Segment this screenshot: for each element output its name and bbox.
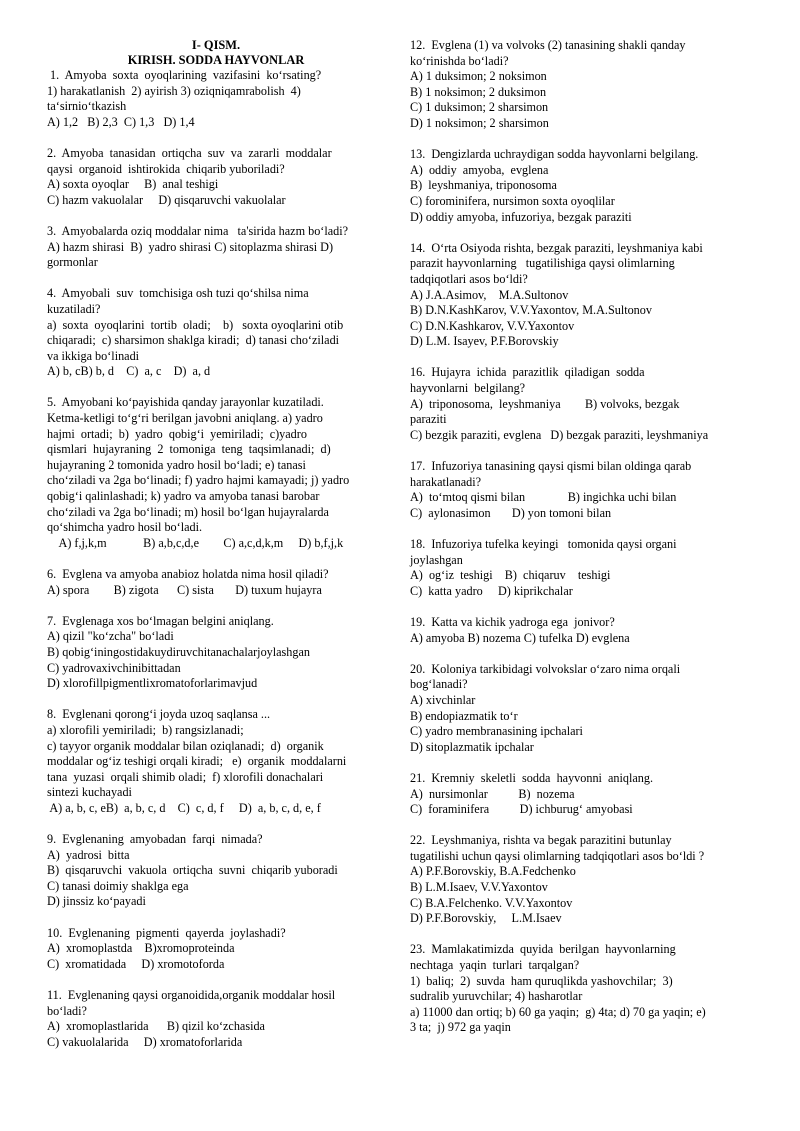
question-text: 18. Infuzoriya tufelka keyingi tomonida qaysi organi: [410, 537, 677, 551]
question-line: 3 ta; j) 972 ga yaqin: [410, 1020, 511, 1035]
question-line: C) vakuolalarida D) xromatoforlarida: [47, 1034, 243, 1049]
document-heading: [47, 38, 385, 68]
question-text: 3. Amyobalarda oziq moddalar nima ta'sirida hazm bo‘ladi?: [47, 223, 349, 238]
question-text: 5. Amyobani ko‘payishida qanday jarayonlar kuzatiladi.: [47, 395, 324, 410]
question-line: C) yadro membranasining ipchalari: [410, 724, 583, 739]
right-question-list: [410, 38, 740, 1036]
question-line: A) J.A.Asimov, M.A.Sultonov: [410, 287, 569, 302]
question-block: [47, 146, 385, 208]
question-line: D) P.F.Borovskiy, L.M.Isaev: [410, 911, 562, 926]
question-line: C) D.N.Kashkarov, V.V.Yaxontov: [410, 318, 575, 333]
question-line: A) og‘iz teshigi B) chiqaruv teshigi: [410, 568, 611, 583]
question-line: A) triponosoma, leyshmaniya B) volvoks, bezgak: [410, 396, 680, 411]
question-line: B) L.M.Isaev, V.V.Yaxontov: [410, 880, 548, 895]
question-text: 22. Leyshmaniya, rishta va begak parazitini butunlay: [410, 833, 672, 848]
question-line: ko‘rinishda bo‘ladi?: [410, 53, 509, 68]
question-line: A) a, b, c, eB) a, b, c, d C) c, d, f D) a, b, c, d, e, f: [47, 800, 321, 815]
question-line: C) foraminifera D) ichburug‘ amyobasi: [410, 802, 633, 817]
question-line: A) 1,2 B) 2,3 C) 1,3 D) 1,4: [47, 114, 195, 129]
question-line: A) xromoplastlarida B) qizil ko‘zchasida: [47, 1019, 265, 1034]
question-text: 19. Katta va kichik yadroga ega jonivor?: [410, 614, 615, 629]
question-line: B) 1 noksimon; 2 duksimon: [410, 84, 547, 99]
question-line: nechtaga yaqin turlari tarqalgan?: [410, 958, 580, 973]
question-line: A) 1 duksimon; 2 noksimon: [410, 69, 547, 84]
question-line: A) hazm shirasi B) yadro shirasi C) sitoplazma shirasi D): [47, 239, 334, 254]
question-line: C) katta yadro D) kiprikchalar: [410, 583, 573, 598]
question-text: 6. Evglena va amyoba anabioz holatda nima hosil qiladi?: [47, 567, 329, 581]
question-block: [410, 662, 740, 756]
question-line: C) yadrovaxivchinibittadan: [47, 660, 181, 675]
left-column: [47, 38, 385, 1066]
question-line: C) B.A.Felchenko. V.V.Yaxontov: [410, 895, 573, 910]
question-text: 8. Evglenani qorong‘i joyda uzoq saqlansa ...: [47, 707, 271, 722]
question-line: C) 1 duksimon; 2 sharsimon: [410, 100, 549, 115]
question-text: 23. Mamlakatimizda quyida berilgan hayvonlarning: [410, 942, 676, 957]
question-line: sudralib yuruvchilar; 4) hasharotlar: [410, 989, 583, 1004]
question-line: qo‘shimcha yadro hosil bo‘ladi.: [47, 520, 203, 535]
question-text: 21. Kremniy skeletli sodda hayvonni aniqlang.: [410, 770, 654, 785]
question-line: tana yuzasi orqali shimib oladi; f) xlorofili donachalari: [47, 769, 324, 784]
question-line: D) 1 noksimon; 2 sharsimon: [410, 115, 549, 130]
question-line: A) to‘mtoq qismi bilan B) ingichka uchi bilan: [410, 490, 677, 505]
section-title: KIRISH. SODDA HAYVONLAR: [127, 53, 305, 67]
question-line: A) qizil "ko‘zcha" bo‘ladi: [47, 629, 174, 644]
question-line: bog‘lanadi?: [410, 677, 468, 692]
question-line: A) xromoplastda B)xromoproteinda: [47, 941, 235, 956]
question-block: [410, 365, 740, 443]
question-line: a) xlorofili yemiriladi; b) rangsizlanadi;: [47, 722, 244, 737]
question-line: a) soxta oyoqlarini tortib oladi; b) soxta oyoqlarini otib: [47, 317, 344, 332]
question-line: C) tanasi doimiy shaklga ega: [47, 878, 189, 893]
question-line: chiqaradi; c) sharsimon shaklga kiradi; d) tanasi cho‘ziladi: [47, 333, 340, 348]
question-block: [47, 395, 385, 551]
question-block: [47, 926, 385, 973]
question-block: [47, 707, 385, 816]
question-line: qaysi organoid ishtirokida chiqarib yuboriladi?: [47, 161, 285, 176]
question-line: gormonlar: [47, 255, 98, 270]
question-line: D) jinssiz ko‘payadi: [47, 894, 146, 909]
question-line: kuzatiladi?: [47, 301, 101, 316]
question-line: A) amyoba B) nozema C) tufelka D) evglena: [410, 630, 630, 645]
question-text: 4. Amyobali suv tomchisiga osh tuzi qo‘shilsa nima: [47, 286, 309, 301]
question-block: [47, 286, 385, 380]
question-line: va ikkiga bo‘linadi: [47, 348, 140, 363]
question-line: A) spora B) zigota C) sista D) tuxum hujayra: [47, 582, 322, 597]
question-line: D) L.M. Isayev, P.F.Borovskiy: [410, 334, 559, 349]
question-line: a) 11000 dan ortiq; b) 60 ga yaqin; g) 4ta; d) 70 ga yaqin; e): [410, 1004, 706, 1019]
question-line: hajmi ortadi; b) yadro qobig‘i yemiriladi; c)yadro: [47, 426, 307, 441]
question-line: tugatilishi uchun qaysi olimlarning tadqiqotlari asos bo‘ldi ?: [410, 848, 705, 863]
question-text: 10. Evglenaning pigmenti qayerda joylashadi?: [47, 925, 286, 940]
question-line: tadqiqotlari asos bo‘ldi?: [410, 271, 528, 286]
question-block: [47, 988, 385, 1050]
question-line: A) yadrosi bitta: [47, 847, 130, 862]
question-line: qobig‘i qalinlashadi; k) yadro va amyoba tanasi barobar: [47, 489, 320, 504]
question-text: 1. Amyoba soxta oyoqlarining vazifasini ko‘rsating?: [47, 68, 322, 82]
question-line: C) forominifera, nursimon soxta oyoqlilar: [410, 193, 615, 208]
question-text: 7. Evglenaga xos bo‘lmagan belgini aniqlang.: [47, 613, 274, 628]
question-line: 1) harakatlanish 2) ayirish 3) oziqniqamrabolish 4): [47, 83, 301, 98]
question-line: paraziti: [410, 412, 447, 427]
question-line: A) P.F.Borovskiy, B.A.Fedchenko: [410, 864, 576, 879]
question-line: ta‘sirnio‘tkazish: [47, 99, 127, 114]
question-block: [410, 771, 740, 818]
question-text: 16. Hujayra ichida parazitlik qiladigan sodda: [410, 365, 645, 380]
question-line: cho‘ziladi va 2ga bo‘linadi; m) hosil bo‘lgan hujayralarda: [47, 504, 329, 519]
question-text: 13. Dengizlarda uchraydigan sodda hayvonlarni belgilang.: [410, 147, 699, 162]
question-block: [410, 241, 740, 350]
question-line: C) xromatidada D) xromotoforda: [47, 956, 225, 971]
question-line: D) sitoplazmatik ipchalar: [410, 739, 534, 754]
question-line: 1) baliq; 2) suvda ham quruqlikda yashovchilar; 3): [410, 973, 673, 988]
question-line: harakatlanadi?: [410, 474, 482, 489]
question-line: moddalar og‘iz teshigi orqali kiradi; e) organik moddalarni: [47, 754, 347, 769]
question-block: [410, 833, 740, 927]
part-title: I- QISM.: [191, 38, 241, 52]
question-line: B) qobig‘iningostidakuydiruvchitanachalarjoylashgan: [47, 644, 310, 659]
question-block: [47, 567, 385, 598]
question-line: A) soxta oyoqlar B) anal teshigi: [47, 177, 219, 192]
question-line: hayvonlarni belgilang?: [410, 381, 526, 396]
question-text: 2. Amyoba tanasidan ortiqcha suv va zararli moddalar: [47, 145, 332, 160]
question-line: joylashgan: [410, 552, 463, 567]
question-line: cho‘ziladi va 2ga bo‘linadi; f) yadro hajmi kamayadi; j) yadro: [47, 473, 350, 488]
question-text: 20. Koloniya tarkibidagi volvokslar o‘zaro nima orqali: [410, 661, 681, 676]
question-line: Ketma-ketligi to‘g‘ri berilgan javobni aniqlang. a) yadro: [47, 411, 323, 426]
question-text: 9. Evglenaning amyobadan farqi nimada?: [47, 832, 263, 847]
question-line: C) aylonasimon D) yon tomoni bilan: [410, 505, 612, 520]
question-line: sintezi kuchayadi: [47, 785, 132, 800]
question-text: 12. Evglena (1) va volvoks (2) tanasining shakli qanday: [410, 38, 686, 52]
question-line: B) qisqaruvchi vakuola ortiqcha suvni chiqarib yuboradi: [47, 863, 338, 878]
question-block: [410, 942, 740, 1036]
question-line: B) endopiazmatik to‘r: [410, 708, 518, 723]
question-line: bo‘ladi?: [47, 1003, 87, 1018]
question-line: B) D.N.KashKarov, V.V.Yaxontov, M.A.Sultonov: [410, 303, 652, 318]
question-line: D) oddiy amyoba, infuzoriya, bezgak paraziti: [410, 209, 632, 224]
question-line: A) xivchinlar: [410, 692, 476, 707]
question-block: [410, 459, 740, 521]
question-line: parazit hayvonlarning tugatilishiga qaysi olimlarning: [410, 256, 675, 271]
question-line: A) oddiy amyoba, evglena: [410, 162, 549, 177]
right-column: [410, 38, 740, 1052]
question-block: [47, 224, 385, 271]
left-question-list: [47, 68, 385, 1050]
question-block: [47, 832, 385, 910]
question-line: qismlari hujayraning 2 tomoniga teng taqsimlanadi; d): [47, 442, 331, 457]
question-block: [410, 615, 740, 646]
question-line: A) f,j,k,m B) a,b,c,d,e C) a,c,d,k,m D) b,f,j,k: [47, 535, 344, 550]
question-text: 11. Evglenaning qaysi organoidida,organik moddalar hosil: [47, 988, 336, 1003]
question-block: [410, 537, 740, 599]
question-block: [410, 147, 740, 225]
question-line: D) xlorofillpigmentlixromatoforlarimavjud: [47, 676, 258, 691]
question-block: [410, 38, 740, 132]
question-line: A) nursimonlar B) nozema: [410, 786, 575, 801]
question-text: 17. Infuzoriya tanasining qaysi qismi bilan oldinga qarab: [410, 459, 692, 474]
question-line: C) hazm vakuolalar D) qisqaruvchi vakuolalar: [47, 192, 286, 207]
question-block: [47, 614, 385, 692]
question-line: B) leyshmaniya, triponosoma: [410, 178, 557, 193]
question-block: [47, 68, 385, 130]
question-text: 14. O‘rta Osiyoda rishta, bezgak paraziti, leyshmaniya kabi: [410, 240, 703, 255]
question-line: A) b, cB) b, d C) a, c D) a, d: [47, 364, 211, 379]
question-line: C) bezgik paraziti, evglena D) bezgak paraziti, leyshmaniya: [410, 427, 709, 442]
question-line: hujayraning 2 tomonida yadro hosil bo‘ladi; e) tanasi: [47, 457, 306, 472]
question-line: c) tayyor organik moddalar bilan oziqlanadi; d) organik: [47, 738, 324, 753]
